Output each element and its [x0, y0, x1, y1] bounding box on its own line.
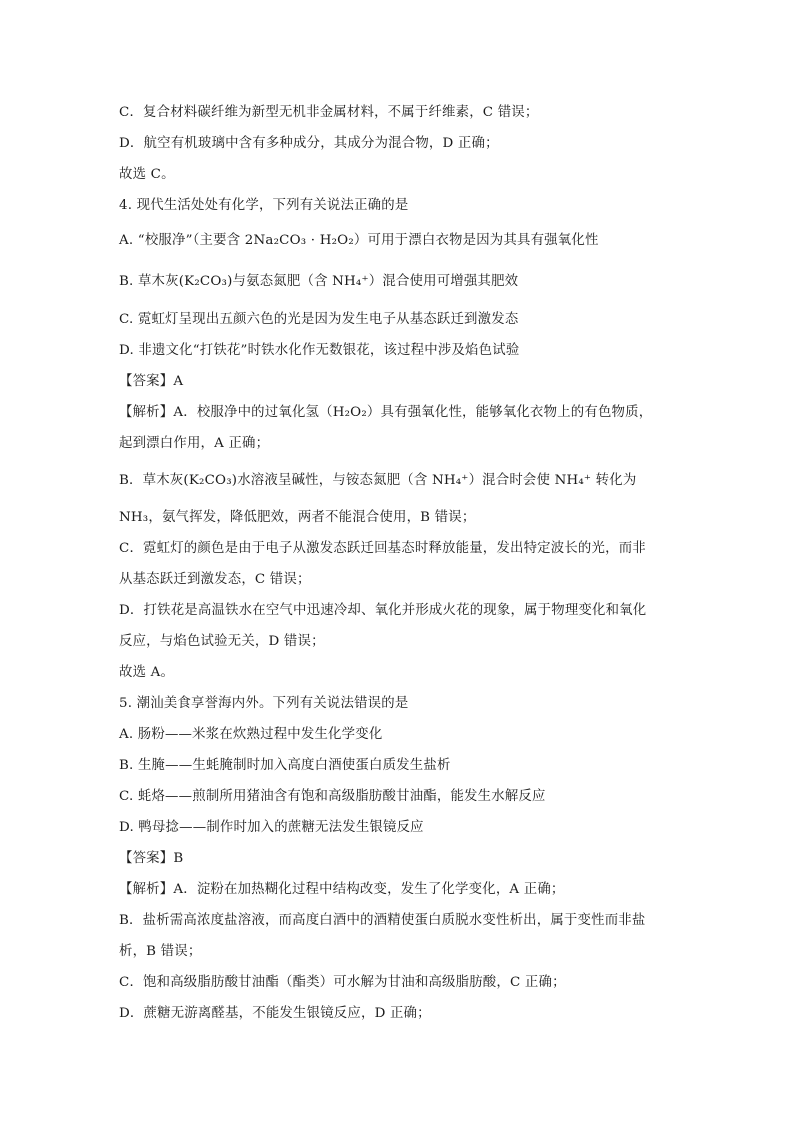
- analysis-line: D．打铁花是高温铁水在空气中迅速冷却、氧化并形成火花的现象，属于物理变化和氧化: [119, 603, 647, 618]
- analysis-line: NH₃，氨气挥发，降低肥效，两者不能混合使用，B 错误；: [119, 510, 476, 525]
- analysis-line: D．蔗糖无游离醛基，不能发生银镜反应，D 正确；: [119, 1006, 431, 1021]
- question-4-option-c: C. 霓虹灯呈现出五颜六色的光是因为发生电子从基态跃迁到激发态: [119, 312, 519, 327]
- answer-label: 【答案】A: [119, 374, 184, 389]
- text-line: C．复合材料碳纤维为新型无机非金属材料，不属于纤维素，C 错误；: [119, 105, 539, 120]
- text-line: 故选 A。: [119, 665, 175, 680]
- question-5-option-c: C. 蚝烙——煎制所用猪油含有饱和高级脂肪酸甘油酯，能发生水解反应: [119, 789, 546, 804]
- analysis-line: 起到漂白作用，A 正确；: [119, 436, 270, 451]
- text-line: D．航空有机玻璃中含有多种成分，其成分为混合物，D 正确；: [119, 136, 499, 151]
- question-4-option-b: B. 草木灰(K₂CO₃)与氨态氮肥（含 NH₄⁺）混合使用可增强其肥效: [119, 274, 519, 289]
- analysis-line: 析，B 错误；: [119, 944, 202, 959]
- question-5-option-a: A. 肠粉——米浆在炊熟过程中发生化学变化: [119, 727, 383, 742]
- analysis-line: B．盐析需高浓度盐溶液，而高度白酒中的酒精使蛋白质脱水变性析出，属于变性而非盐: [119, 913, 646, 928]
- analysis-line: 【解析】A．校服净中的过氧化氢（H₂O₂）具有强氧化性，能够氧化衣物上的有色物质，: [119, 405, 653, 420]
- answer-label: 【答案】B: [119, 851, 184, 866]
- analysis-line: C．霓虹灯的颜色是由于电子从激发态跃迁回基态时释放能量，发出特定波长的光，而非: [119, 541, 646, 556]
- question-4-option-a: A. “校服净”（主要含 2Na₂CO₃ · H₂O₂）可用于漂白衣物是因为其具有强氧化性: [119, 233, 599, 248]
- analysis-line: 反应，与焰色试验无关，D 错误；: [119, 634, 325, 649]
- question-5-option-d: D. 鸭母捻——制作时加入的蔗糖无法发生银镜反应: [119, 820, 424, 835]
- analysis-line: 从基态跃迁到激发态，C 错误；: [119, 572, 311, 587]
- question-4-stem: 4. 现代生活处处有化学，下列有关说法正确的是: [119, 198, 409, 213]
- text-line: 故选 C。: [119, 167, 175, 182]
- analysis-line: C．饱和高级脂肪酸甘油酯（酯类）可水解为甘油和高级脂肪酸，C 正确；: [119, 975, 566, 990]
- question-4-option-d: D. 非遗文化“打铁花”时铁水化作无数银花，该过程中涉及焰色试验: [119, 343, 520, 358]
- analysis-line: 【解析】A．淀粉在加热糊化过程中结构改变，发生了化学变化，A 正确；: [119, 882, 565, 897]
- analysis-line: B．草木灰(K₂CO₃)水溶液呈碱性，与铵态氮肥（含 NH₄⁺）混合时会使 NH₄⁺ 转化为: [119, 473, 637, 488]
- question-5-option-b: B. 生腌——生蚝腌制时加入高度白酒使蛋白质发生盐析: [119, 758, 451, 773]
- question-5-stem: 5. 潮汕美食享誉海内外。下列有关说法错误的是: [119, 696, 409, 711]
